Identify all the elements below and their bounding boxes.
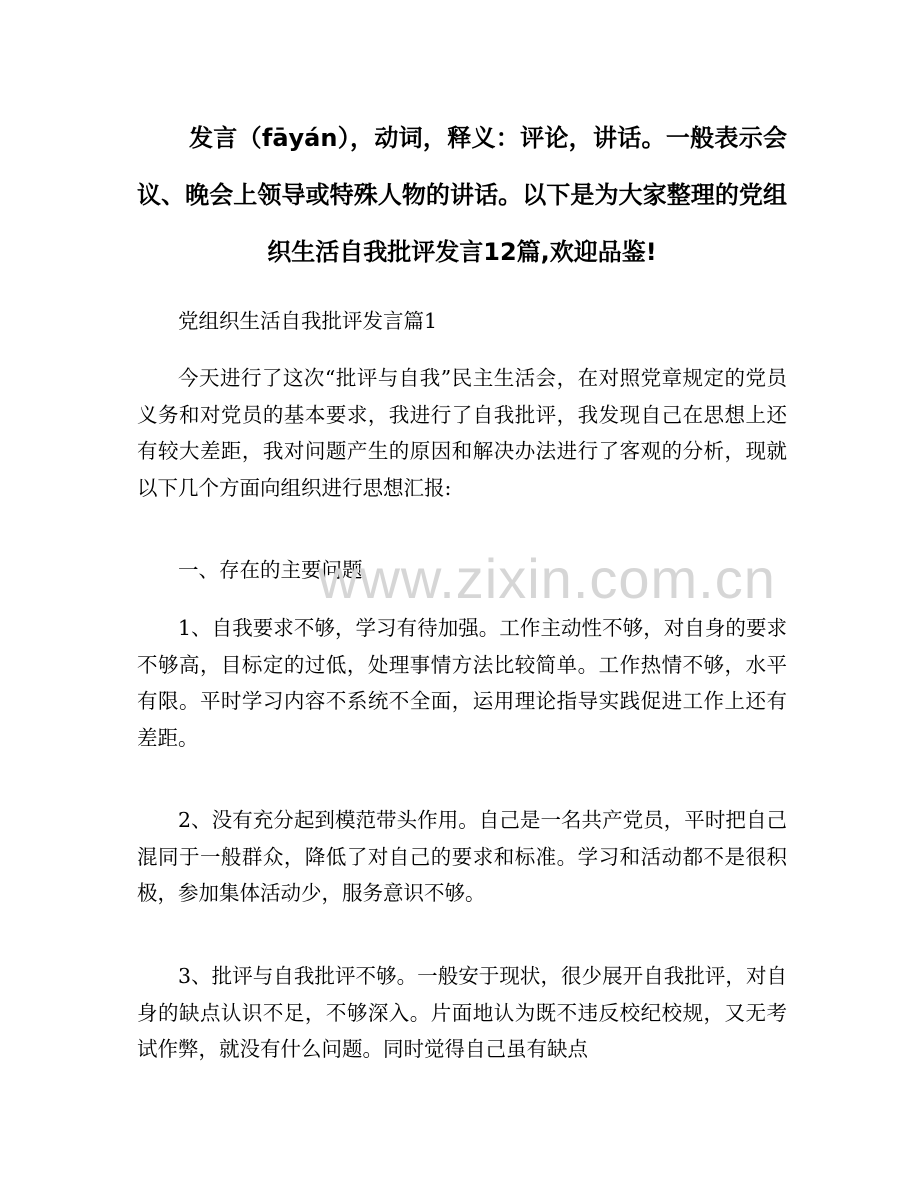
paragraph-opening: 今天进行了这次“批评与自我”民主生活会，在对照党章规定的党员义务和对党员的基本要求，我进行了自我批评，我发现自己在思想上还有较大差距，我对问题产生的原因和解决办法进行了客观的分析，现就以下几个方面向组织进行思想汇报: [137,366,787,500]
intro-paragraph: 发言（fāyán），动词，释义：评论，讲话。一般表示会议、晚会上领导或特殊人物的讲话。以下是为大家整理的党组织生活自我批评发言12篇,欢迎品鉴! [137,124,787,266]
section-title: 党组织生活自我批评发言篇1 [178,309,438,333]
list-item-problem-1: 1、自我要求不够，学习有待加强。工作主动性不够，对自身的要求不够高，目标定的过低，处理事情方法比较简单。工作热情不够，水平有限。平时学习内容不系统不全面，运用理论指导实践促进工作上还有差距。 [137,616,787,750]
list-item-problem-3: 3、批评与自我批评不够。一般安于现状，很少展开自我批评，对自身的缺点认识不足，不够深入。片面地认为既不违反校纪校规，又无考试作弊，就没有什么问题。同时觉得自己虽有缺点 [137,964,787,1061]
list-item-problem-2: 2、没有充分起到模范带头作用。自己是一名共产党员，平时把自己混同于一般群众，降低了对自己的要求和标准。学习和活动都不是很积极，参加集体活动少，服务意识不够。 [137,808,787,905]
watermark: www.zixin.com.cn [318,547,776,610]
heading-main-problems: 一、存在的主要问题 [178,558,363,582]
